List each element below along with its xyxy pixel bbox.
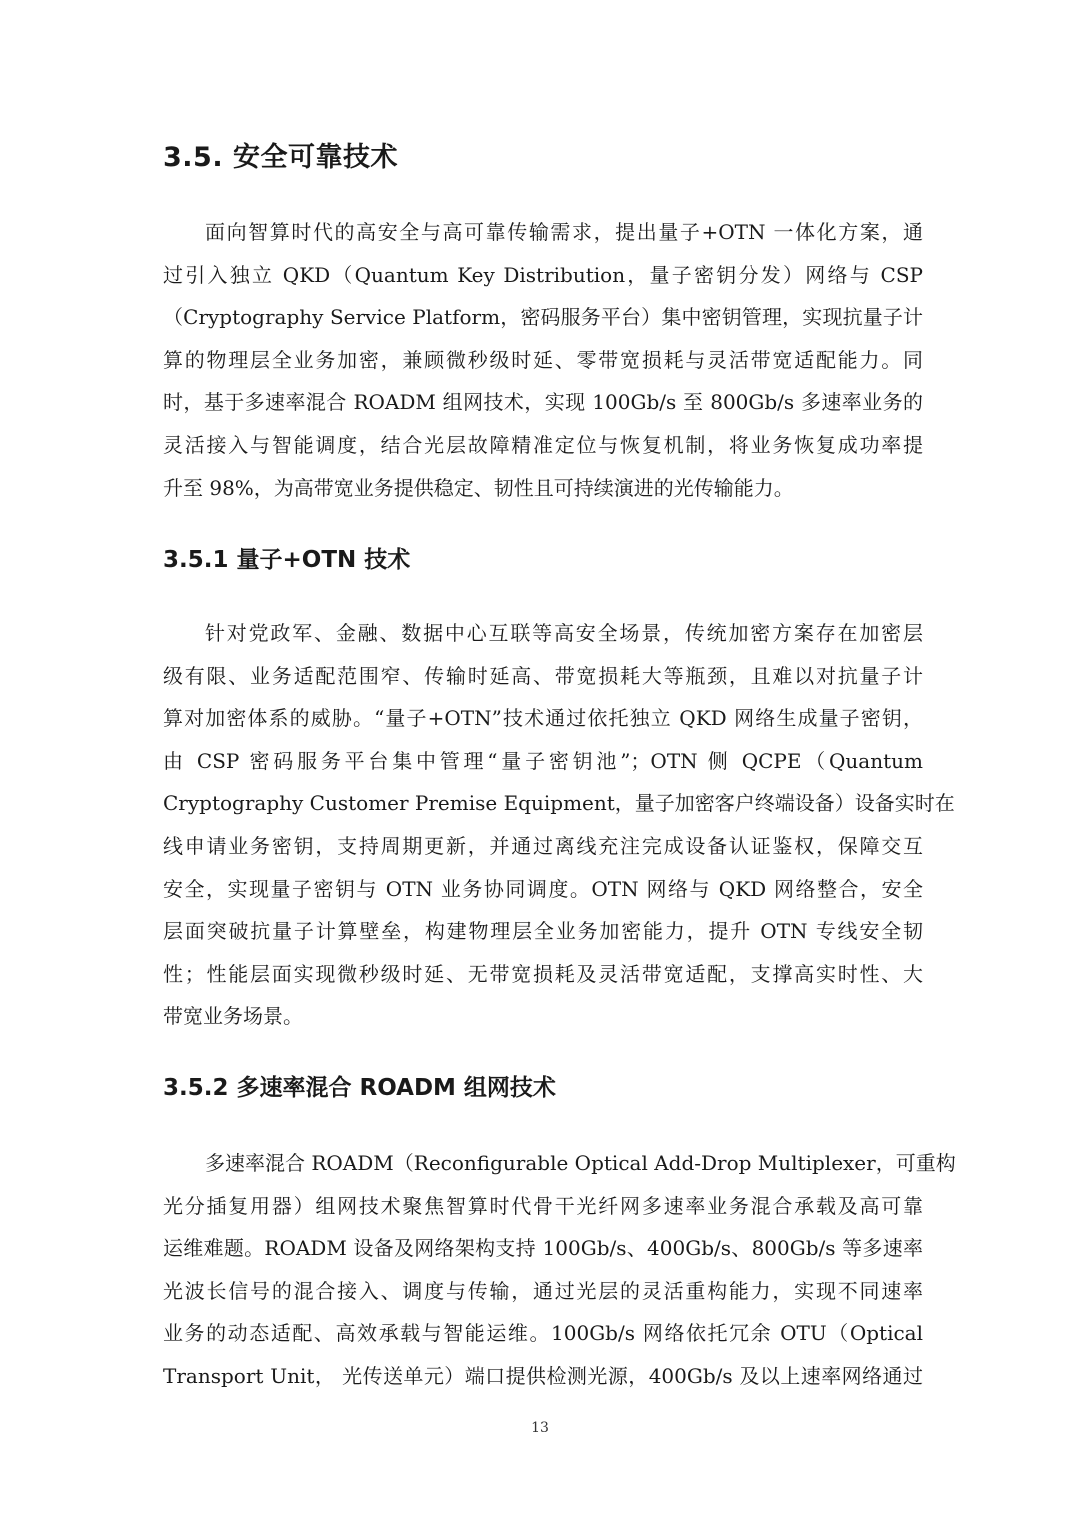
text-line: Transport Unit， 光传送单元）端口提供检测光源，400Gb/s 及以上速率网络通过 xyxy=(163,1363,923,1388)
text-line: 带宽业务场景。 xyxy=(163,1004,303,1029)
text-line: （Cryptography Service Platform，密码服务平台）集中密钥管理，实现抗量子计 xyxy=(163,305,923,330)
page-number: 13 xyxy=(531,1420,549,1436)
subsection-heading-2: 3.5.2 多速率混合 ROADM 组网技术 xyxy=(163,1075,556,1101)
text-line: 级有限、业务适配范围窄、传输时延高、带宽损耗大等瓶颈，且难以对抗量子计 xyxy=(163,663,923,688)
text-line: 面向智算时代的高安全与高可靠传输需求，提出量子+OTN 一体化方案，通 xyxy=(205,220,923,244)
section-heading: 3.5. 安全可靠技术 xyxy=(163,142,398,173)
text-line: Cryptography Customer Premise Equipment，量子加密客户终端设备）设备实时在 xyxy=(163,791,955,816)
subsection-2-paragraph xyxy=(163,1142,956,1398)
text-line: 层面突破抗量子计算壁垒，构建物理层全业务加密能力，提升 OTN 专线安全韧 xyxy=(163,919,923,944)
subsection-heading-1: 3.5.1 量子+OTN 技术 xyxy=(163,547,411,573)
text-line: 多速率混合 ROADM（Reconfigurable Optical Add-Drop Multiplexer，可重构 xyxy=(205,1151,956,1175)
text-line: 由 CSP 密码服务平台集中管理“量子密钥池”；OTN 侧 QCPE（Quantum xyxy=(163,748,923,773)
text-line: 升至 98%，为高带宽业务提供稳定、韧性且可持续演进的光传输能力。 xyxy=(163,475,794,500)
section-intro-paragraph xyxy=(163,211,923,509)
text-line: 线申请业务密钥，支持周期更新，并通过离线充注完成设备认证鉴权，保障交互 xyxy=(163,833,923,858)
text-line: 业务的动态适配、高效承载与智能运维。100Gb/s 网络依托冗余 OTU（Optical xyxy=(163,1321,923,1346)
text-line: 灵活接入与智能调度，结合光层故障精准定位与恢复机制，将业务恢复成功率提 xyxy=(163,432,923,457)
text-line: 光波长信号的混合接入、调度与传输，通过光层的灵活重构能力，实现不同速率 xyxy=(163,1278,923,1303)
subsection-1-paragraph xyxy=(163,612,955,1038)
text-line: 安全，实现量子密钥与 OTN 业务协同调度。OTN 网络与 QKD 网络整合，安全 xyxy=(163,876,923,901)
text-line: 算的物理层全业务加密，兼顾微秒级时延、零带宽损耗与灵活带宽适配能力。同 xyxy=(163,347,923,372)
text-line: 光分插复用器）组网技术聚焦智算时代骨干光纤网多速率业务混合承载及高可靠 xyxy=(163,1193,923,1218)
text-line: 针对党政军、金融、数据中心互联等高安全场景，传统加密方案存在加密层 xyxy=(205,621,923,645)
text-line: 性；性能层面实现微秒级时延、无带宽损耗及灵活带宽适配，支撑高实时性、大 xyxy=(163,961,923,986)
text-line: 时，基于多速率混合 ROADM 组网技术，实现 100Gb/s 至 800Gb/s 多速率业务的 xyxy=(163,390,923,415)
text-line: 算对加密体系的威胁。“量子+OTN”技术通过依托独立 QKD 网络生成量子密钥， xyxy=(163,706,923,731)
text-line: 过引入独立 QKD（Quantum Key Distribution，量子密钥分发）网络与 CSP xyxy=(163,262,923,287)
text-line: 运维难题。ROADM 设备及网络架构支持 100Gb/s、400Gb/s、800Gb/s 等多速率 xyxy=(163,1236,923,1261)
